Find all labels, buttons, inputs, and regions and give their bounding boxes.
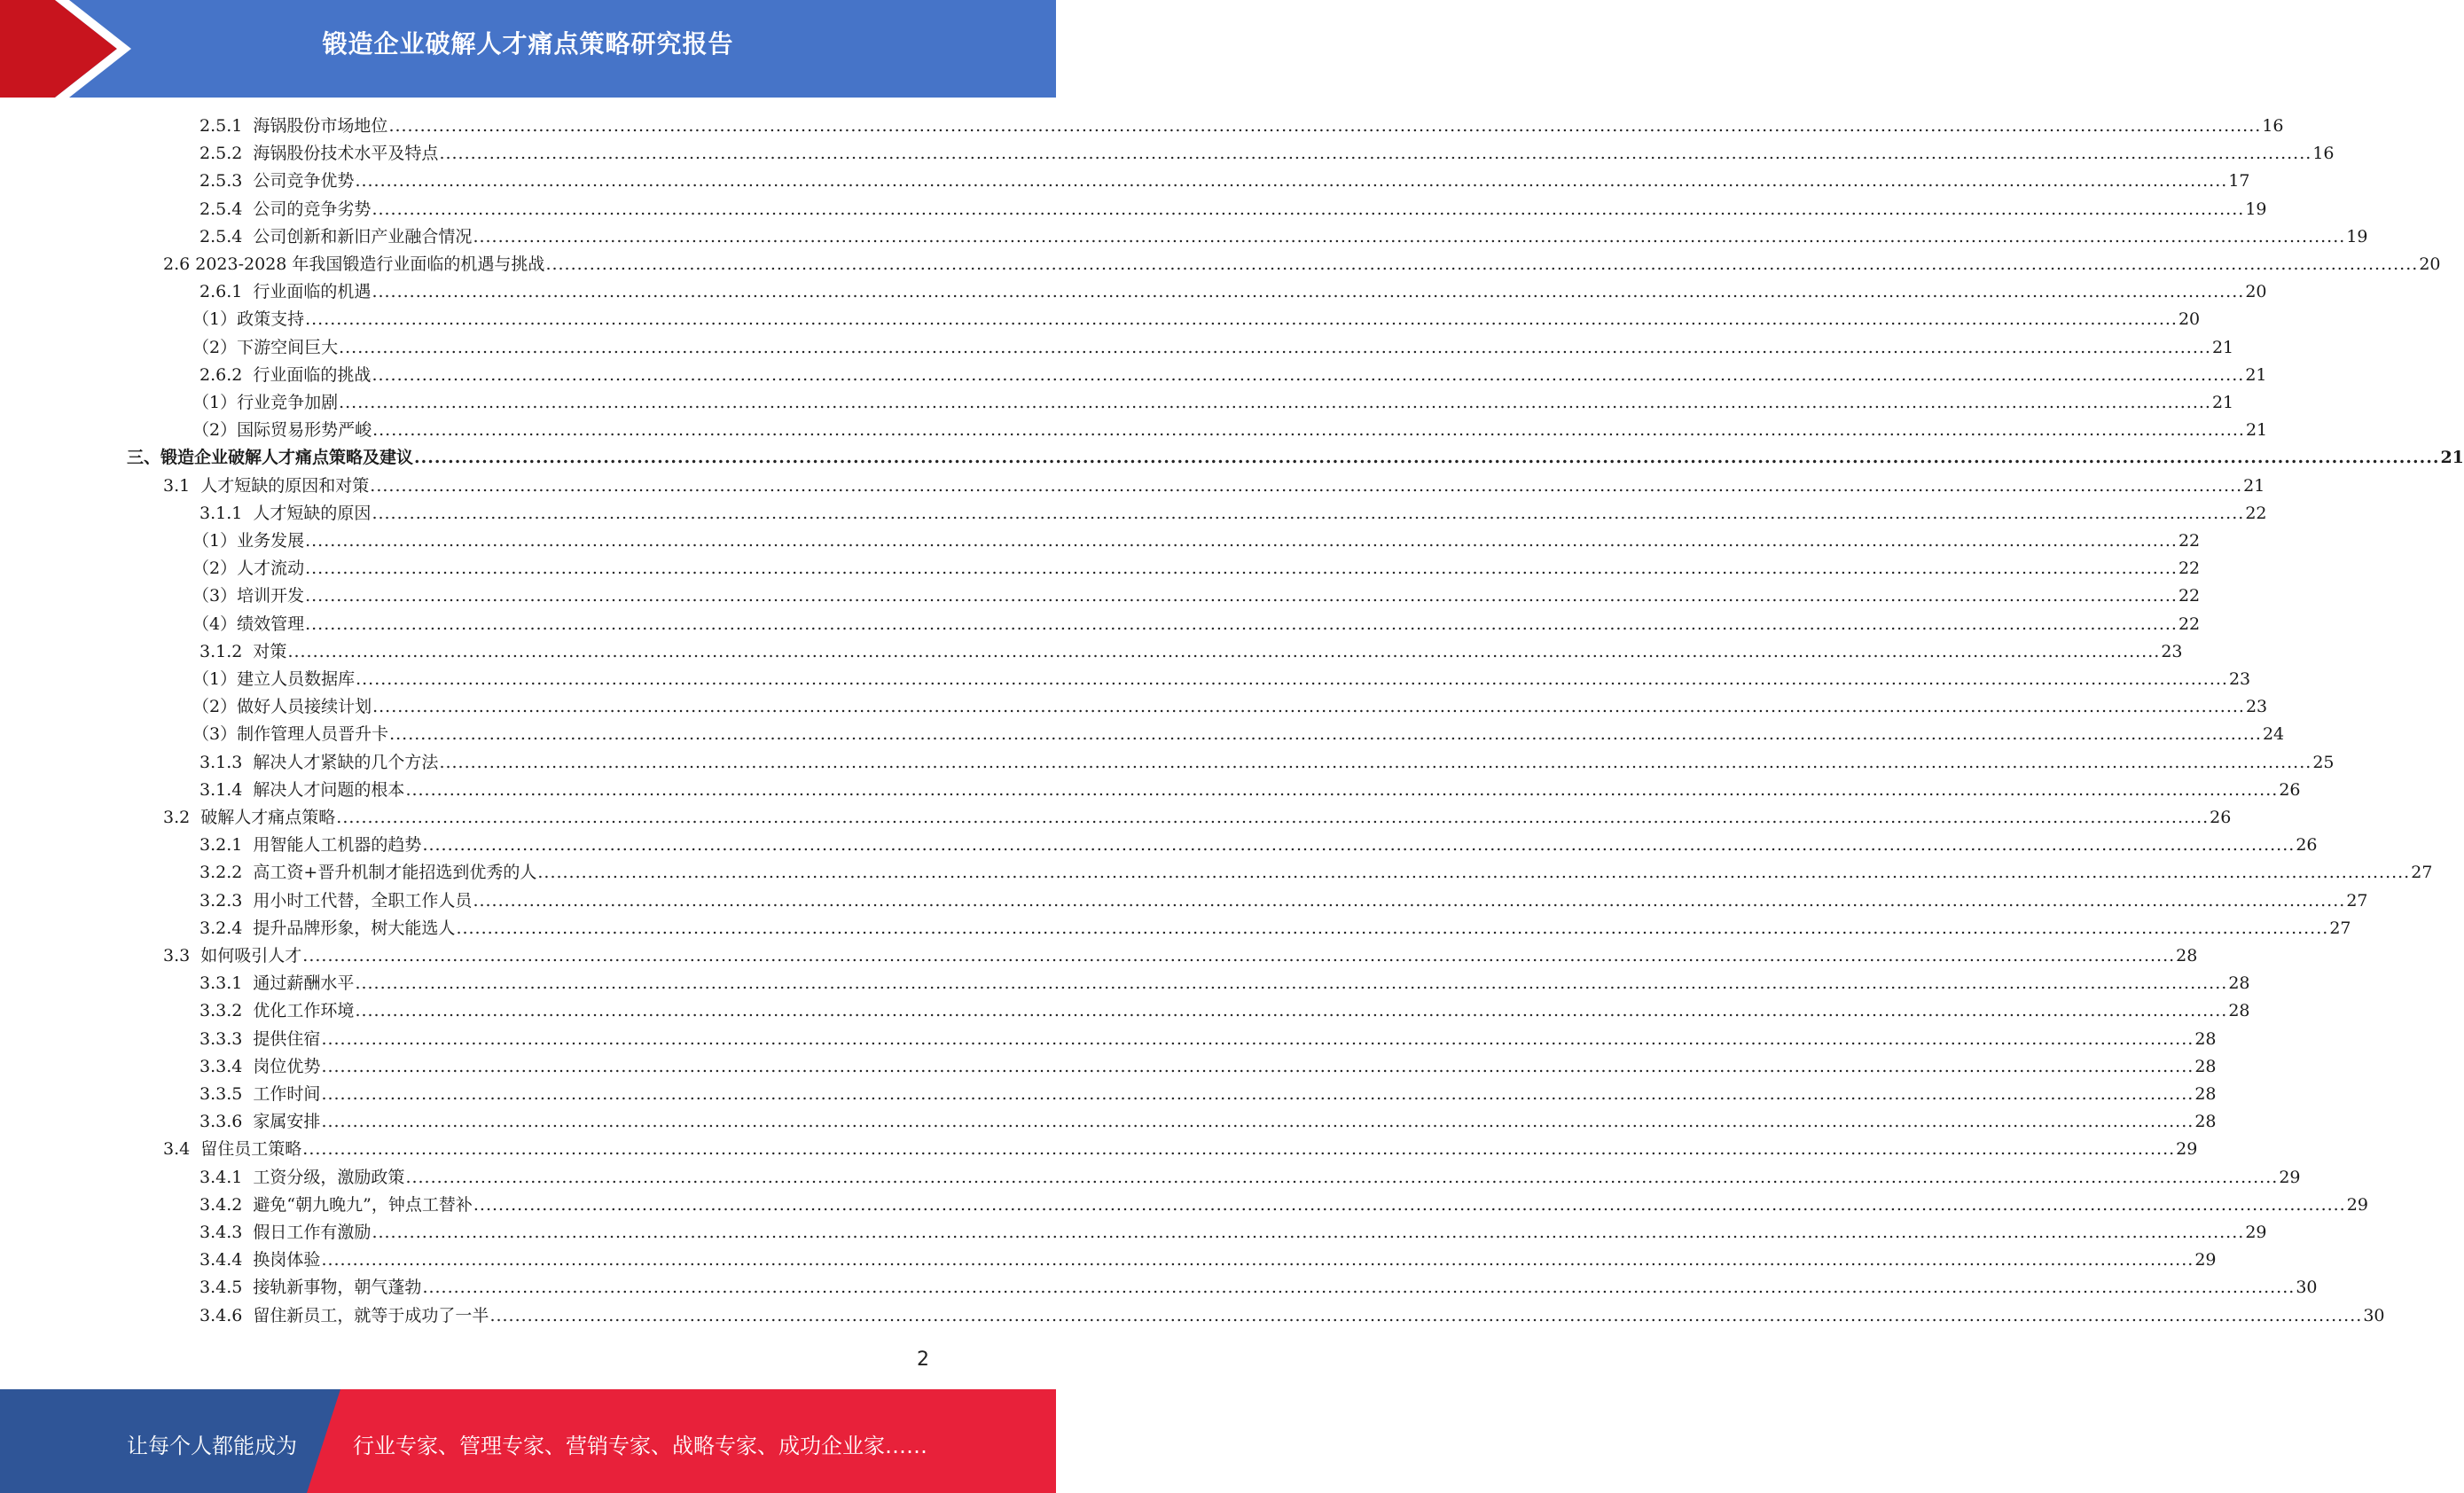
toc-dot-leader: ............................................................................................................................................................................................................................................................................................................ bbox=[389, 724, 2262, 745]
toc-entry-page: 28 bbox=[2194, 1084, 2217, 1104]
toc-entry[interactable] bbox=[199, 997, 2250, 1025]
toc-entry-page: 29 bbox=[2176, 1139, 2198, 1160]
toc-dot-leader: ............................................................................................................................................................................................................................................................................................................ bbox=[321, 1056, 2194, 1076]
toc-entry-page: 26 bbox=[2296, 835, 2318, 856]
toc-dot-leader: ............................................................................................................................................................................................................................................................................................................ bbox=[372, 420, 2245, 441]
toc-entry[interactable] bbox=[199, 278, 2267, 306]
toc-entry[interactable] bbox=[199, 140, 2335, 168]
toc-dot-leader: ............................................................................................................................................................................................................................................................................................................ bbox=[372, 697, 2245, 717]
toc-entry-title: 2.5.1 海锅股份市场地位 bbox=[199, 116, 388, 136]
toc-entry-page: 28 bbox=[2176, 946, 2198, 965]
toc-entry-title: 3.4.1 工资分级，激励政策 bbox=[199, 1167, 405, 1187]
toc-entry-page: 21 bbox=[2243, 475, 2265, 496]
toc-entry-title: 3.2.2 高工资+晋升机制才能招选到优秀的人 bbox=[199, 863, 537, 883]
toc-entry-title: （2）做好人员接续计划 bbox=[192, 697, 372, 717]
toc-entry[interactable] bbox=[192, 417, 2268, 444]
toc-dot-leader: ............................................................................................................................................................................................................................................................................................................ bbox=[321, 1028, 2194, 1049]
toc-entry-page: 28 bbox=[2194, 1112, 2217, 1132]
toc-entry[interactable] bbox=[192, 582, 2201, 610]
toc-dot-leader: ............................................................................................................................................................................................................................................................................................................ bbox=[321, 1084, 2194, 1104]
toc-entry-title: 2.5.2 海锅股份技术水平及特点 bbox=[199, 144, 439, 164]
toc-entry-page: 19 bbox=[2245, 199, 2267, 219]
toc-entry-title: （1）建立人员数据库 bbox=[192, 669, 356, 689]
toc-entry-page: 19 bbox=[2346, 226, 2368, 246]
toc-entry-title: 3.3.4 岗位优势 bbox=[199, 1056, 321, 1076]
toc-dot-leader: ............................................................................................................................................................................................................................................................................................................ bbox=[388, 116, 2262, 136]
toc-entry[interactable] bbox=[199, 970, 2250, 997]
toc-entry-title: （1）政策支持 bbox=[192, 309, 305, 330]
toc-entry-page: 23 bbox=[2228, 669, 2251, 689]
toc-entry-title: 2.5.4 公司创新和新旧产业融合情况 bbox=[199, 226, 473, 246]
toc-dot-leader: ............................................................................................................................................................................................................................................................................................................ bbox=[372, 199, 2245, 219]
toc-entry[interactable] bbox=[192, 334, 2234, 362]
toc-entry-page: 29 bbox=[2245, 1223, 2267, 1242]
toc-entry-title: 2.6.2 行业面临的挑战 bbox=[199, 364, 372, 385]
toc-entry-page: 22 bbox=[2178, 614, 2201, 634]
toc-dot-leader: ............................................................................................................................................................................................................................................................................................................ bbox=[439, 144, 2312, 164]
toc-entry[interactable] bbox=[199, 1026, 2217, 1053]
toc-entry-title: 3.2 破解人才痛点策略 bbox=[163, 808, 336, 827]
toc-entry[interactable] bbox=[163, 804, 2232, 832]
toc-entry-page: 29 bbox=[2279, 1167, 2301, 1187]
toc-entry[interactable] bbox=[192, 693, 2268, 721]
toc-entry-title: 3.4.5 接轨新事物，朝气蓬勃 bbox=[199, 1278, 422, 1298]
toc-entry-title: 3.3.2 优化工作环境 bbox=[199, 1001, 355, 1021]
page-footer bbox=[0, 1389, 1056, 1493]
toc-entry-title: 2.5.3 公司竞争优势 bbox=[199, 171, 355, 192]
toc-dot-leader: ............................................................................................................................................................................................................................................................................................................ bbox=[305, 614, 2178, 634]
toc-entry-page: 22 bbox=[2178, 586, 2201, 606]
toc-entry-page: 28 bbox=[2228, 1001, 2250, 1021]
toc-entry-page: 17 bbox=[2228, 171, 2250, 192]
toc-dot-leader: ............................................................................................................................................................................................................................................................................................................ bbox=[473, 890, 2346, 911]
toc-entry-title: 3.2.3 用小时工代替，全职工作人员 bbox=[199, 890, 473, 911]
toc-dot-leader: ............................................................................................................................................................................................................................................................................................................ bbox=[489, 1305, 2363, 1325]
toc-entry-page: 20 bbox=[2178, 309, 2201, 330]
toc-dot-leader: ............................................................................................................................................................................................................................................................................................................ bbox=[372, 364, 2245, 385]
toc-entry-title: （1）行业竞争加剧 bbox=[192, 393, 339, 412]
toc-entry[interactable] bbox=[199, 777, 2301, 804]
toc-entry[interactable] bbox=[199, 1274, 2318, 1301]
toc-entry-title: 3.3.3 提供住宿 bbox=[199, 1028, 321, 1049]
toc-entry-page: 28 bbox=[2194, 1056, 2217, 1076]
toc-entry[interactable] bbox=[199, 113, 2284, 140]
toc-dot-leader: ............................................................................................................................................................................................................................................................................................................ bbox=[305, 531, 2178, 551]
toc-entry-title: 3.2.4 提升品牌形象，树大能选人 bbox=[199, 918, 456, 938]
toc-entry-title: （3）制作管理人员晋升卡 bbox=[192, 724, 389, 745]
toc-entry[interactable] bbox=[163, 1136, 2198, 1163]
toc-entry[interactable] bbox=[199, 1081, 2217, 1108]
toc-entry-page: 28 bbox=[2228, 973, 2250, 994]
toc-entry[interactable] bbox=[192, 306, 2201, 333]
toc-entry-page: 26 bbox=[2279, 779, 2301, 800]
toc-entry[interactable] bbox=[199, 1247, 2217, 1274]
footer-slogan-right: 行业专家、管理专家、营销专家、战略专家、成功企业家…… bbox=[353, 1434, 927, 1458]
toc-entry[interactable] bbox=[199, 223, 2368, 251]
toc-entry-page: 16 bbox=[2312, 144, 2335, 164]
toc-entry[interactable] bbox=[199, 749, 2335, 777]
toc-entry[interactable] bbox=[192, 721, 2285, 748]
toc-entry-page: 27 bbox=[2329, 918, 2351, 938]
toc-dot-leader: ............................................................................................................................................................................................................................................................................................................ bbox=[321, 1112, 2194, 1132]
toc-entry[interactable] bbox=[199, 1219, 2267, 1247]
toc-entry-title: 三、锻造企业破解人才痛点策略及建议 bbox=[127, 448, 414, 468]
toc-entry-title: 2.6.1 行业面临的机遇 bbox=[199, 282, 372, 302]
toc-entry-title: 3.1.4 解决人才问题的根本 bbox=[199, 779, 405, 800]
toc-entry[interactable] bbox=[199, 196, 2267, 223]
toc-dot-leader: ............................................................................................................................................................................................................................................................................................................ bbox=[287, 641, 2161, 661]
toc-entry[interactable] bbox=[199, 1053, 2217, 1081]
toc-dot-leader: ............................................................................................................................................................................................................................................................................................................ bbox=[302, 946, 2176, 965]
toc-entry-title: 3.4.6 留住新员工，就等于成功了一半 bbox=[199, 1305, 489, 1325]
toc-entry-page: 20 bbox=[2419, 254, 2441, 274]
toc-dot-leader: ............................................................................................................................................................................................................................................................................................................ bbox=[405, 779, 2279, 800]
toc-dot-leader: ............................................................................................................................................................................................................................................................................................................ bbox=[305, 309, 2178, 330]
toc-entry-page: 22 bbox=[2178, 559, 2201, 579]
toc-dot-leader: ............................................................................................................................................................................................................................................................................................................ bbox=[414, 448, 2440, 468]
toc-dot-leader: ............................................................................................................................................................................................................................................................................................................ bbox=[302, 1139, 2176, 1160]
report-title: 锻造企业破解人才痛点策略研究报告 bbox=[322, 29, 734, 59]
toc-entry[interactable] bbox=[163, 251, 2441, 278]
toc-entry[interactable] bbox=[199, 887, 2368, 915]
toc-dot-leader: ............................................................................................................................................................................................................................................................................................................ bbox=[537, 863, 2411, 883]
toc-entry-title: 3.3.1 通过薪酬水平 bbox=[199, 973, 355, 994]
toc-entry-page: 22 bbox=[2245, 503, 2267, 523]
toc-entry-title: 3.3.6 家属安排 bbox=[199, 1112, 321, 1132]
toc-entry[interactable] bbox=[192, 611, 2201, 638]
toc-dot-leader: ............................................................................................................................................................................................................................................................................................................ bbox=[355, 973, 2228, 994]
toc-entry-page: 23 bbox=[2245, 697, 2268, 717]
toc-entry-page: 24 bbox=[2262, 724, 2285, 745]
toc-entry[interactable] bbox=[199, 1302, 2385, 1330]
toc-dot-leader: ............................................................................................................................................................................................................................................................................................................ bbox=[339, 393, 2211, 412]
toc-dot-leader: ............................................................................................................................................................................................................................................................................................................ bbox=[422, 835, 2296, 856]
toc-entry-page: 27 bbox=[2411, 863, 2433, 883]
toc-entry[interactable] bbox=[199, 859, 2433, 887]
toc-entry[interactable] bbox=[199, 1164, 2301, 1192]
toc-dot-leader: ............................................................................................................................................................................................................................................................................................................ bbox=[356, 669, 2228, 689]
toc-entry-title: 3.4.3 假日工作有激励 bbox=[199, 1223, 372, 1242]
toc-entry-page: 20 bbox=[2245, 282, 2267, 302]
toc-dot-leader: ............................................................................................................................................................................................................................................................................................................ bbox=[355, 1001, 2228, 1021]
toc-entry-title: 3.1 人才短缺的原因和对策 bbox=[163, 475, 370, 496]
toc-entry-title: 3.3 如何吸引人才 bbox=[163, 946, 302, 965]
toc-dot-leader: ............................................................................................................................................................................................................................................................................................................ bbox=[355, 171, 2228, 192]
toc-entry-title: （2）国际贸易形势严峻 bbox=[192, 420, 372, 441]
toc-entry-page: 27 bbox=[2346, 890, 2368, 911]
toc-entry-page: 25 bbox=[2312, 752, 2335, 772]
toc-dot-leader: ............................................................................................................................................................................................................................................................................................................ bbox=[372, 282, 2245, 302]
toc-entry[interactable] bbox=[199, 915, 2351, 942]
toc-dot-leader: ............................................................................................................................................................................................................................................................................................................ bbox=[473, 226, 2346, 246]
toc-entry[interactable] bbox=[199, 1192, 2368, 1219]
toc-entry[interactable] bbox=[192, 528, 2201, 555]
toc-entry[interactable] bbox=[192, 666, 2251, 693]
toc-dot-leader: ............................................................................................................................................................................................................................................................................................................ bbox=[422, 1278, 2296, 1298]
toc-entry[interactable] bbox=[199, 832, 2318, 859]
toc-entry-page: 21 bbox=[2245, 364, 2267, 385]
toc-entry-title: 2.6 2023-2028 年我国锻造行业面临的机遇与挑战 bbox=[163, 254, 545, 274]
toc-entry-page: 30 bbox=[2363, 1305, 2385, 1325]
toc-entry-title: （2）人才流动 bbox=[192, 559, 305, 579]
toc-dot-leader: ............................................................................................................................................................................................................................................................................................................ bbox=[439, 752, 2312, 772]
toc-entry[interactable] bbox=[199, 168, 2250, 195]
page-number: 2 bbox=[917, 1348, 929, 1371]
toc-entry-title: 3.1.1 人才短缺的原因 bbox=[199, 503, 372, 523]
toc-dot-leader: ............................................................................................................................................................................................................................................................................................................ bbox=[456, 918, 2329, 938]
toc-entry-page: 22 bbox=[2178, 531, 2201, 551]
toc-entry[interactable] bbox=[199, 1108, 2217, 1136]
toc-entry-page: 21 bbox=[2211, 393, 2234, 412]
toc-entry[interactable] bbox=[192, 555, 2201, 582]
footer-slogan-left: 让每个人都能成为 bbox=[127, 1434, 297, 1458]
toc-entry-title: （4）绩效管理 bbox=[192, 614, 305, 634]
page-header bbox=[0, 0, 1056, 98]
toc-entry[interactable] bbox=[163, 473, 2265, 500]
toc-entry-page: 30 bbox=[2296, 1278, 2318, 1298]
toc-dot-leader: ............................................................................................................................................................................................................................................................................................................ bbox=[372, 503, 2245, 523]
toc-entry-title: 3.2.1 用智能人工机器的趋势 bbox=[199, 835, 422, 856]
toc-entry-page: 29 bbox=[2194, 1250, 2217, 1270]
toc-dot-leader: ............................................................................................................................................................................................................................................................................................................ bbox=[305, 559, 2178, 579]
toc-dot-leader: ............................................................................................................................................................................................................................................................................................................ bbox=[372, 1223, 2245, 1242]
toc-entry-page: 21 bbox=[2245, 420, 2268, 441]
toc-entry-title: （1）业务发展 bbox=[192, 531, 305, 551]
toc-entry[interactable] bbox=[199, 362, 2267, 389]
toc-dot-leader: ............................................................................................................................................................................................................................................................................................................ bbox=[339, 337, 2211, 357]
toc-entry-title: 3.1.3 解决人才紧缺的几个方法 bbox=[199, 752, 439, 772]
toc-dot-leader: ............................................................................................................................................................................................................................................................................................................ bbox=[405, 1167, 2279, 1187]
toc-entry-page: 28 bbox=[2194, 1028, 2217, 1049]
toc-entry-page: 29 bbox=[2346, 1194, 2368, 1215]
toc-entry-page: 21 bbox=[2211, 337, 2234, 357]
toc-entry-page: 26 bbox=[2210, 808, 2232, 827]
toc-dot-leader: ............................................................................................................................................................................................................................................................................................................ bbox=[321, 1250, 2194, 1270]
toc-entry-title: 3.4 留住员工策略 bbox=[163, 1139, 302, 1160]
toc-entry-title: 2.5.4 公司的竞争劣势 bbox=[199, 199, 372, 219]
toc-entry-title: 3.4.4 换岗体验 bbox=[199, 1250, 321, 1270]
toc-entry[interactable] bbox=[127, 444, 2464, 472]
toc-entry-title: （3）培训开发 bbox=[192, 586, 305, 606]
toc-entry-page: 21 bbox=[2440, 448, 2464, 468]
toc-entry[interactable] bbox=[192, 389, 2234, 417]
toc-dot-leader: ............................................................................................................................................................................................................................................................................................................ bbox=[305, 586, 2178, 606]
toc-entry-page: 23 bbox=[2161, 641, 2183, 661]
toc-entry-page: 16 bbox=[2262, 116, 2284, 136]
toc-entry[interactable] bbox=[199, 638, 2183, 666]
toc-entry-title: 3.3.5 工作时间 bbox=[199, 1084, 321, 1104]
toc-entry-title: 3.1.2 对策 bbox=[199, 641, 287, 661]
toc-entry-title: （2）下游空间巨大 bbox=[192, 337, 339, 357]
toc-dot-leader: ............................................................................................................................................................................................................................................................................................................ bbox=[336, 808, 2210, 827]
toc-entry-title: 3.4.2 避免“朝九晚九”，钟点工替补 bbox=[199, 1194, 473, 1215]
toc-entry[interactable] bbox=[199, 500, 2267, 528]
toc-dot-leader: ............................................................................................................................................................................................................................................................................................................ bbox=[545, 254, 2419, 274]
toc-entry[interactable] bbox=[163, 942, 2198, 970]
toc-dot-leader: ............................................................................................................................................................................................................................................................................................................ bbox=[370, 475, 2243, 496]
toc-dot-leader: ............................................................................................................................................................................................................................................................................................................ bbox=[473, 1194, 2346, 1215]
